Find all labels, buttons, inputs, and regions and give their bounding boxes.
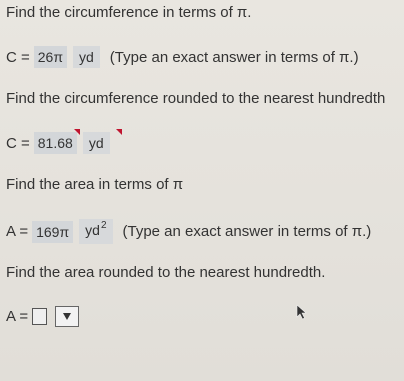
q3-unit-value: yd bbox=[85, 222, 100, 238]
chevron-down-icon bbox=[63, 313, 71, 320]
mouse-pointer-icon bbox=[296, 304, 308, 320]
q3-prompt: Find the area in terms of π bbox=[6, 176, 184, 193]
q3-answer-value: 169π bbox=[36, 223, 70, 240]
q1-hint: (Type an exact answer in terms of π.) bbox=[109, 48, 359, 66]
q3-unit-field[interactable] bbox=[79, 219, 112, 244]
q2-unit-value: yd bbox=[88, 135, 104, 151]
q1-answer-field[interactable] bbox=[34, 46, 67, 68]
q2-variable: C = bbox=[6, 134, 30, 152]
q2-prompt: Find the circumference rounded to the nearest hundredth bbox=[6, 90, 386, 107]
q1-variable: C = bbox=[6, 48, 30, 66]
q2-answer-row bbox=[6, 132, 110, 154]
q4-answer-input[interactable] bbox=[32, 308, 47, 325]
q3-variable: A = bbox=[6, 223, 29, 240]
q3-answer-field[interactable] bbox=[32, 221, 73, 243]
correct-mark-icon bbox=[116, 129, 122, 135]
q1-unit-value: yd bbox=[79, 49, 94, 65]
q3-unit-exponent: 2 bbox=[100, 220, 107, 231]
q3-answer-row bbox=[6, 219, 371, 244]
q1-prompt: Find the circumference in terms of π. bbox=[6, 4, 252, 21]
q4-unit-dropdown[interactable] bbox=[55, 306, 79, 327]
q2-answer-field[interactable] bbox=[34, 132, 77, 154]
q4-answer-row bbox=[6, 306, 79, 327]
q2-unit-field[interactable] bbox=[83, 132, 110, 154]
q1-answer-row bbox=[6, 46, 359, 68]
q3-hint: (Type an exact answer in terms of π.) bbox=[122, 223, 372, 240]
correct-mark-icon bbox=[74, 129, 80, 135]
q1-answer-value: 26π bbox=[37, 49, 63, 65]
q2-answer-value: 81.68 bbox=[37, 135, 73, 151]
q4-prompt: Find the area rounded to the nearest hundredth. bbox=[6, 264, 326, 281]
q1-unit-field[interactable] bbox=[73, 46, 100, 68]
q4-variable: A = bbox=[6, 308, 29, 325]
